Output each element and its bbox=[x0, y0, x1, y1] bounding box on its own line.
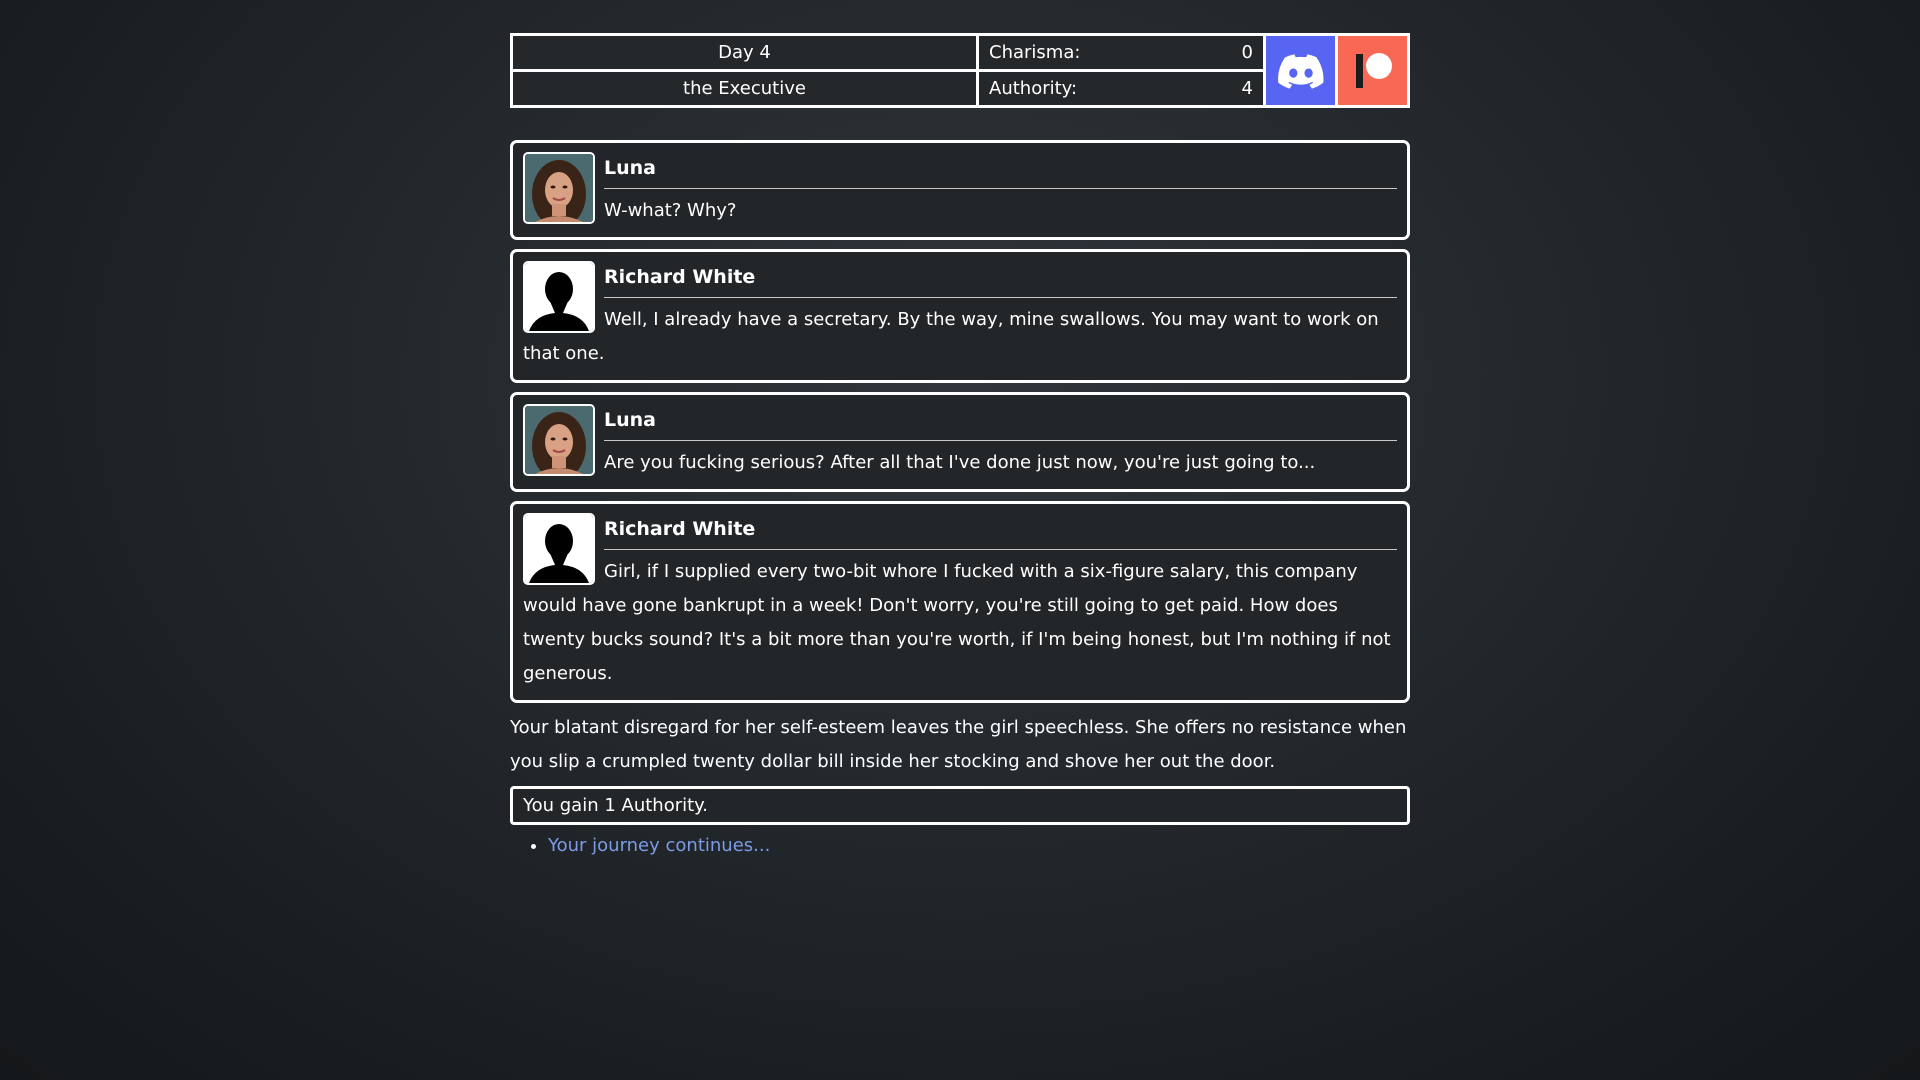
luna-portrait bbox=[523, 404, 595, 476]
speaker-name: Luna bbox=[604, 152, 1397, 189]
speaker-name: Richard White bbox=[604, 261, 1397, 298]
luna-portrait bbox=[523, 152, 595, 224]
stat-authority-value: 4 bbox=[1241, 78, 1253, 99]
dialogue-text: Well, I already have a secretary. By the way, mine swallows. You may want to work on that one. bbox=[523, 309, 1379, 364]
speaker-name: Luna bbox=[604, 404, 1397, 441]
choice-list bbox=[510, 835, 1410, 856]
speaker-name: Richard White bbox=[604, 513, 1397, 550]
silhouette-portrait bbox=[523, 513, 595, 585]
stat-authority-label: Authority: bbox=[989, 78, 1078, 99]
patreon-icon bbox=[1350, 48, 1396, 94]
patreon-button[interactable] bbox=[1338, 33, 1410, 108]
dialogue-box bbox=[510, 140, 1410, 240]
choice-item bbox=[548, 835, 1410, 856]
stat-charisma-value: 0 bbox=[1241, 42, 1253, 63]
dialogue-text: Are you fucking serious? After all that I've done just now, you're just going to... bbox=[604, 452, 1316, 473]
stat-charisma-label: Charisma: bbox=[989, 42, 1081, 63]
dialogue-list bbox=[510, 140, 1410, 703]
dialogue-box bbox=[510, 249, 1410, 383]
stat-authority bbox=[978, 71, 1265, 107]
stat-gain-notice: You gain 1 Authority. bbox=[510, 786, 1410, 825]
dialogue-text: Girl, if I supplied every two-bit whore I fucked with a six-figure salary, this company would have gone bankrupt in a week! Don't worry, you're still going to get paid. How does twenty bucks sound? It's a bit more than you're worth, if I'm being honest, but I'm nothing if not generous. bbox=[523, 561, 1391, 684]
chapter-title: the Executive bbox=[512, 71, 978, 107]
dialogue-box bbox=[510, 501, 1410, 703]
dialogue-text: W-what? Why? bbox=[604, 200, 737, 221]
dialogue-box bbox=[510, 392, 1410, 492]
status-table bbox=[510, 33, 1266, 108]
discord-icon bbox=[1278, 53, 1324, 89]
day-label: Day 4 bbox=[512, 35, 978, 71]
continue-link[interactable]: Your journey continues... bbox=[548, 835, 771, 856]
silhouette-portrait bbox=[523, 261, 595, 333]
narration-text: Your blatant disregard for her self-esteem leaves the girl speechless. She offers no resistance when you slip a crumpled twenty dollar bill inside her stocking and shove her out the door. bbox=[510, 717, 1407, 772]
story-container bbox=[510, 33, 1410, 856]
status-header bbox=[510, 33, 1410, 108]
discord-button[interactable] bbox=[1266, 33, 1338, 108]
stat-charisma bbox=[978, 35, 1265, 71]
